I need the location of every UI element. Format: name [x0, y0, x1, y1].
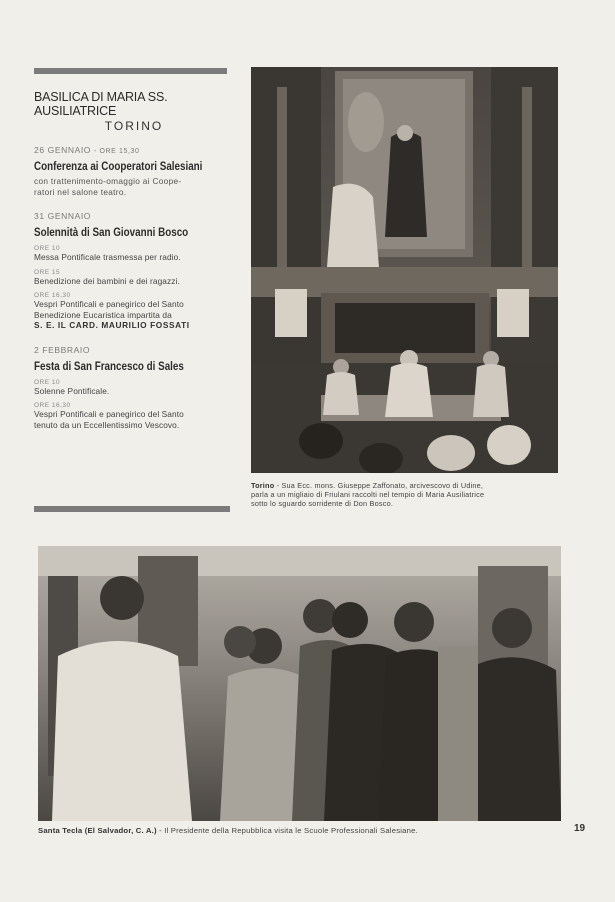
workshop-photo-caption: Santa Tecla (El Salvador, C. A.) - Il Presidente della Repubblica visita le Scuole Professionali Salesiane.	[38, 826, 418, 835]
section-3	[34, 345, 234, 431]
section-title: Festa di San Francesco di Sales	[34, 358, 184, 373]
section-title: Conferenza ai Cooperatori Salesiani	[34, 159, 203, 173]
event-line: tenuto da un Eccellentissimo Vescovo.	[34, 419, 180, 430]
section-1	[34, 145, 234, 197]
section-date: 26 GENNAIO - ORE 15,30	[34, 145, 140, 155]
altar-photo-caption: Torino - Sua Ecc. mons. Giuseppe Zaffonato, arcivescovo di Udine, parla a un migliaio di Friulani raccolti nel tempio di Maria Ausiliatrice sotto lo sguardo sorridente di Don Bosco.	[251, 481, 485, 508]
event-time: ORE 16,30	[34, 292, 71, 299]
event-line: Solenne Pontificale.	[34, 385, 110, 396]
event-line: Vespri Pontificali e panegirico del Santo	[34, 299, 184, 309]
altar-photo-image	[251, 67, 558, 473]
event-line: Benedizione Eucaristica impartita da	[34, 309, 172, 320]
section-date: 2 FEBBRAIO	[34, 344, 91, 355]
church-name: BASILICA DI MARIA SS. AUSILIATRICE	[34, 90, 168, 118]
bottom-rule	[34, 506, 230, 512]
city-name: TORINO	[104, 119, 164, 133]
altar-photo	[251, 67, 558, 473]
event-time: ORE 15	[34, 268, 61, 276]
event-time: ORE 10	[34, 245, 61, 252]
workshop-photo	[38, 546, 561, 821]
event-line: Benedizione dei bambini e dei ragazzi.	[34, 275, 180, 286]
event-line: S. E. IL CARD. MAURILIO FOSSATI	[34, 320, 190, 330]
event-line: Messa Pontificale trasmessa per radio.	[34, 252, 181, 262]
section-date: 31 GENNAIO	[34, 211, 92, 221]
event-line: Vespri Pontificali e panegirico del Santo	[34, 409, 184, 419]
section-title: Solennità di San Giovanni Bosco	[34, 225, 189, 239]
section-desc-line: con trattenimento-omaggio ai Coope-	[34, 176, 182, 186]
event-time: ORE 16,30	[34, 402, 71, 409]
section-desc-line: ratori nel salone teatro.	[34, 186, 127, 197]
schedule-column	[34, 90, 234, 430]
workshop-photo-image	[38, 546, 561, 821]
top-rule	[34, 68, 227, 74]
event-time: ORE 10	[34, 378, 61, 386]
page-number: 19	[574, 823, 586, 834]
section-2	[34, 211, 234, 331]
